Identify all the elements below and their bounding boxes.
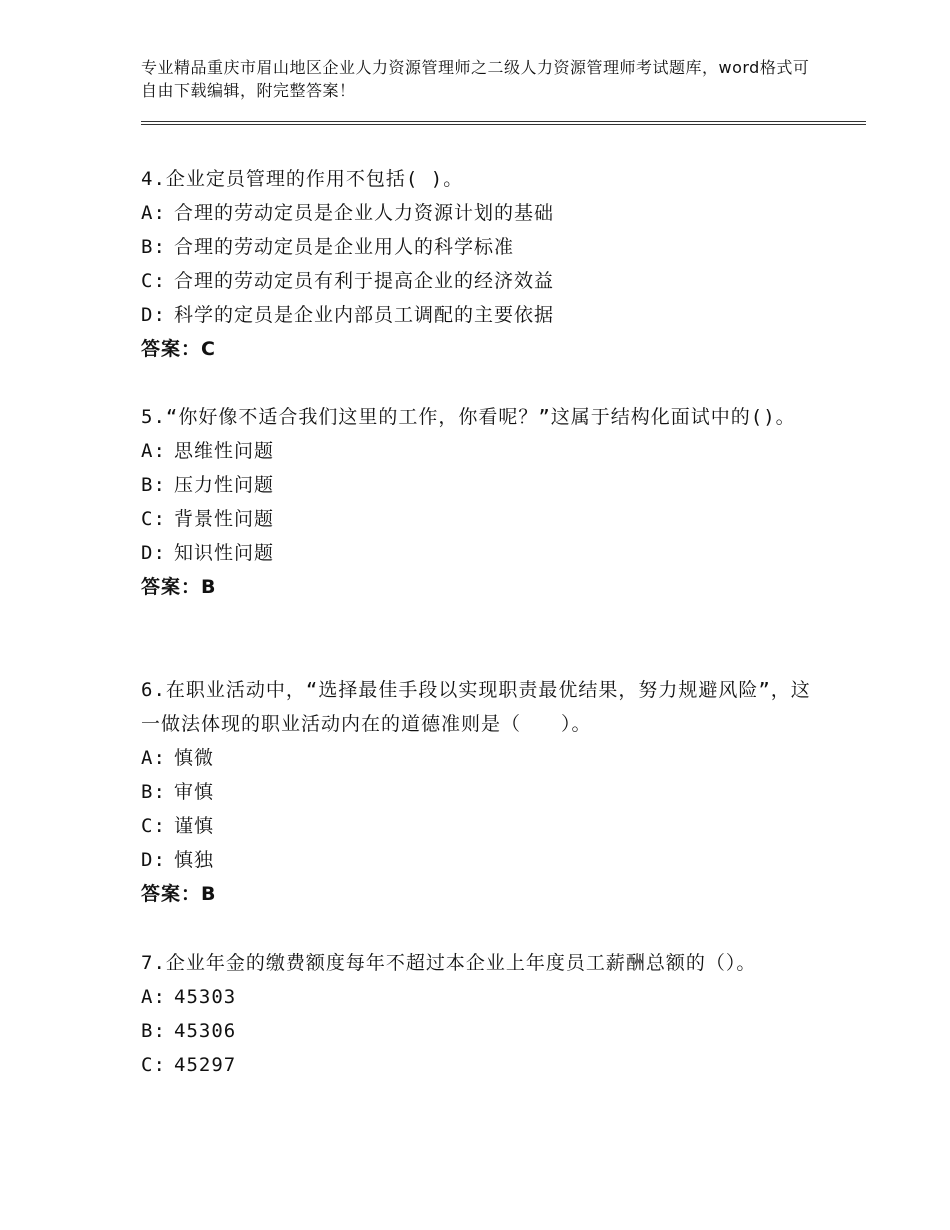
option-d: D: 慎独 xyxy=(141,849,215,871)
question-7 xyxy=(141,946,821,1082)
option-d: D: 科学的定员是企业内部员工调配的主要依据 xyxy=(141,304,555,326)
option-b: B: 审慎 xyxy=(141,781,215,803)
document-header xyxy=(141,56,821,102)
answer: 答案：B xyxy=(141,883,217,905)
option-c: C: 45297 xyxy=(141,1054,237,1076)
option-b: B: 合理的劳动定员是企业用人的科学标准 xyxy=(141,236,515,258)
option-b: B: 45306 xyxy=(141,1020,237,1042)
option-c: C: 谨慎 xyxy=(141,815,215,837)
option-a: A: 45303 xyxy=(141,986,237,1008)
question-stem: 4.企业定员管理的作用不包括( )。 xyxy=(141,168,464,190)
answer: 答案：B xyxy=(141,576,217,598)
option-c: C: 合理的劳动定员有利于提高企业的经济效益 xyxy=(141,270,555,292)
question-6 xyxy=(141,673,821,911)
header-divider xyxy=(141,121,866,122)
option-c: C: 背景性问题 xyxy=(141,508,275,530)
question-stem: 7.企业年金的缴费额度每年不超过本企业上年度员工薪酬总额的（）。 xyxy=(141,952,757,974)
question-5 xyxy=(141,400,821,604)
answer: 答案：C xyxy=(141,338,216,360)
option-a: A: 合理的劳动定员是企业人力资源计划的基础 xyxy=(141,202,555,224)
option-a: A: 思维性问题 xyxy=(141,440,275,462)
option-b: B: 压力性问题 xyxy=(141,474,275,496)
option-d: D: 知识性问题 xyxy=(141,542,275,564)
header-divider-secondary xyxy=(141,124,866,125)
question-stem: 6.在职业活动中，“选择最佳手段以实现职责最优结果，努力规避风险”，这一做法体现的职业活动内在的道德准则是（ ）。 xyxy=(141,679,811,735)
document-title: 专业精品重庆市眉山地区企业人力资源管理师之二级人力资源管理师考试题库，word格式可自由下载编辑，附完整答案！ xyxy=(141,58,810,100)
option-a: A: 慎微 xyxy=(141,747,215,769)
question-4 xyxy=(141,162,821,366)
question-stem: 5.“你好像不适合我们这里的工作，你看呢？”这属于结构化面试中的()。 xyxy=(141,406,796,428)
